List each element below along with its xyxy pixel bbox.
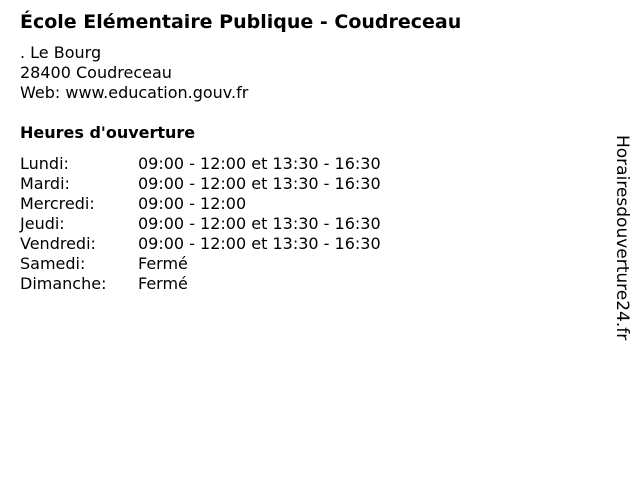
hours-value: Fermé <box>138 254 188 273</box>
page-title: École Elémentaire Publique - Coudreceau <box>20 11 462 33</box>
hours-row-vendredi <box>20 234 381 254</box>
day-label: Jeudi: <box>20 214 65 233</box>
day-label: Lundi: <box>20 154 69 173</box>
site-watermark: Horairesdouverture24.fr <box>612 135 632 341</box>
hours-row-mardi <box>20 174 381 194</box>
hours-row-lundi <box>20 154 381 174</box>
address-city: 28400 Coudreceau <box>20 63 172 82</box>
day-label: Mercredi: <box>20 194 95 213</box>
hours-value: 09:00 - 12:00 <box>138 194 247 213</box>
address-street: . Le Bourg <box>20 43 102 62</box>
address-block <box>20 43 248 103</box>
hours-table <box>20 154 381 294</box>
hours-value: 09:00 - 12:00 et 13:30 - 16:30 <box>138 154 381 173</box>
hours-heading: Heures d'ouverture <box>20 123 196 142</box>
day-label: Dimanche: <box>20 274 107 293</box>
hours-value: 09:00 - 12:00 et 13:30 - 16:30 <box>138 174 381 193</box>
website-text: Web: www.education.gouv.fr <box>20 83 249 102</box>
hours-value: 09:00 - 12:00 et 13:30 - 16:30 <box>138 214 381 233</box>
hours-value: Fermé <box>138 274 188 293</box>
day-label: Samedi: <box>20 254 86 273</box>
hours-row-mercredi <box>20 194 381 214</box>
hours-value: 09:00 - 12:00 et 13:30 - 16:30 <box>138 234 381 253</box>
day-label: Mardi: <box>20 174 70 193</box>
day-label: Vendredi: <box>20 234 96 253</box>
hours-row-samedi <box>20 254 381 274</box>
hours-row-jeudi <box>20 214 381 234</box>
hours-row-dimanche <box>20 274 381 294</box>
